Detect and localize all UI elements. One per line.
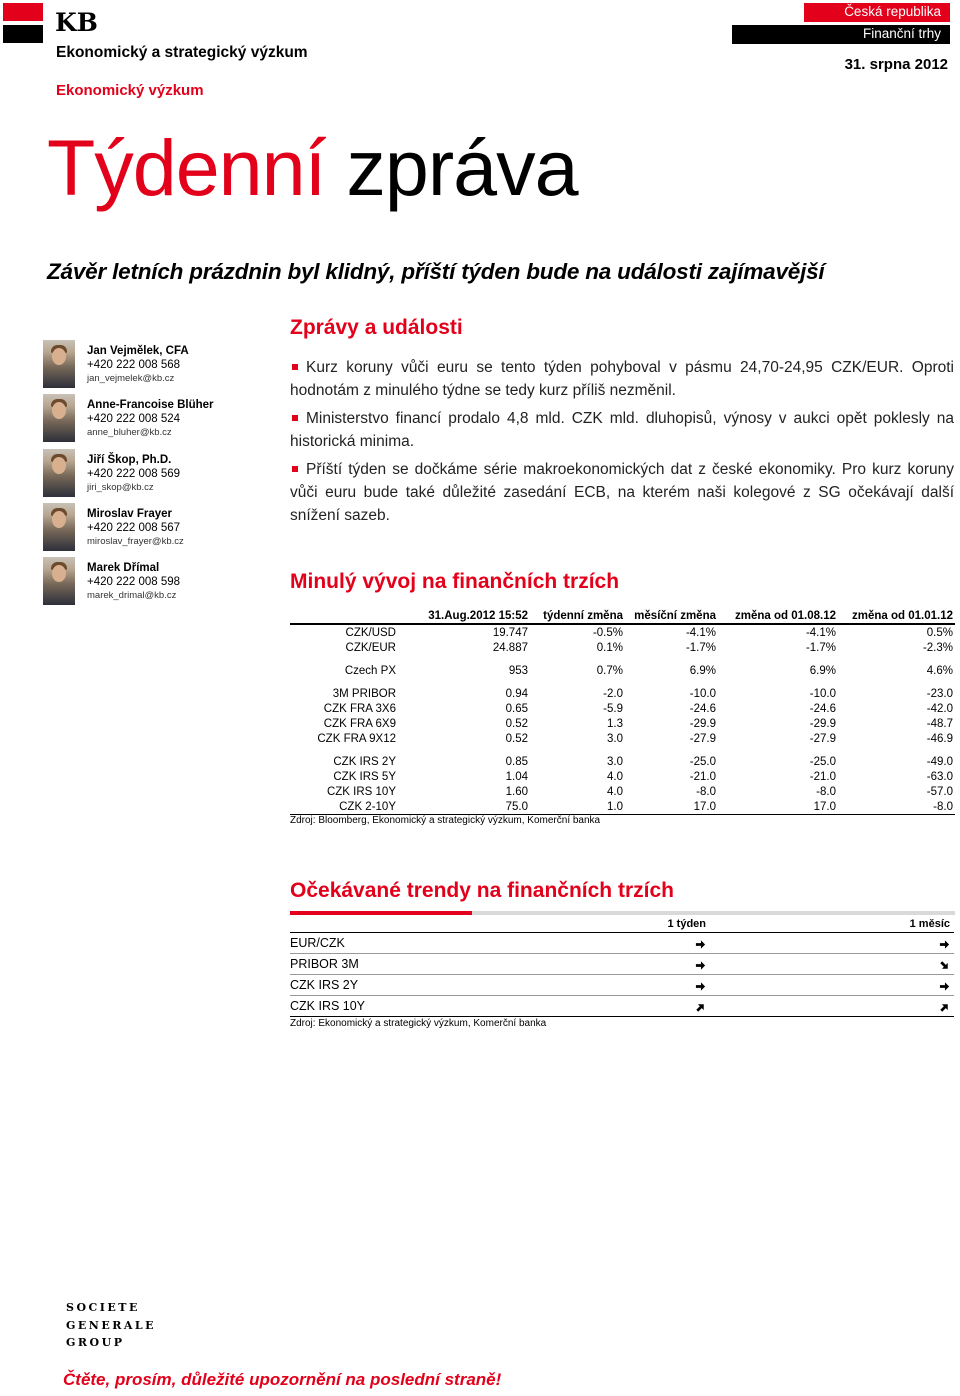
table-row — [290, 678, 955, 701]
table-row — [290, 624, 955, 640]
trends-section-title: Očekávané trendy na finančních trzích — [290, 879, 674, 902]
table-row — [290, 655, 955, 678]
sg-logo-line: GENERALE — [66, 1318, 157, 1332]
document-title — [47, 123, 578, 212]
author-photo — [43, 503, 75, 551]
market-column-header: změna od 01.01.12 — [838, 609, 955, 624]
trends-column-header: 1 měsíc — [710, 916, 954, 933]
trend-month-cell — [710, 954, 954, 975]
table-row — [290, 769, 955, 784]
author-email[interactable]: miroslav_frayer@kb.cz — [87, 536, 184, 547]
right-arrow-icon — [695, 981, 706, 992]
author-card — [43, 503, 258, 553]
table-cell: 1.3 — [607, 717, 623, 730]
author-card — [43, 394, 258, 444]
table-row — [290, 954, 954, 975]
row-label: PRIBOR 3M — [290, 954, 510, 975]
table-row — [290, 731, 955, 746]
trends-source: Zdroj: Ekonomický a strategický výzkum, Komerční banka — [290, 1018, 547, 1029]
table-cell: -48.7 — [926, 717, 953, 730]
table-row — [290, 746, 955, 769]
news-item-text: Ministerstvo financí prodalo 4,8 mld. CZK mld. dluhopisů, výnosy v aukci opět poklesly na historická minima. — [290, 410, 954, 450]
market-header-label — [290, 609, 398, 624]
right-arrow-icon — [939, 981, 950, 992]
right-arrow-icon — [695, 960, 706, 971]
table-cell: 4.6% — [926, 664, 953, 677]
row-label: CZK 2-10Y — [290, 799, 398, 815]
table-cell: -24.6 — [809, 702, 836, 715]
table-cell: -10.0 — [809, 687, 836, 700]
title-part-2: zpráva — [346, 123, 578, 212]
right-arrow-icon — [695, 939, 706, 950]
table-row — [290, 933, 954, 954]
row-label: EUR/CZK — [290, 933, 510, 954]
author-name: Jan Vejmělek, CFA — [87, 345, 189, 357]
author-phone: +420 222 008 598 — [87, 576, 181, 588]
table-cell: -21.0 — [689, 770, 716, 783]
news-section-title: Zprávy a události — [290, 316, 463, 339]
sg-logo-line: SOCIETE — [66, 1301, 140, 1314]
section-name: Ekonomický výzkum — [56, 82, 204, 99]
trend-week-cell — [510, 975, 710, 996]
table-cell: -8.0 — [696, 785, 716, 798]
table-row — [290, 716, 955, 731]
row-label: CZK IRS 10Y — [326, 785, 396, 798]
disclaimer-link[interactable]: Čtěte, prosím, důležité upozornění na poslední straně! — [63, 1370, 502, 1389]
table-cell: 1.60 — [505, 785, 528, 798]
table-cell: -8.0 — [838, 799, 955, 815]
table-cell: 953 — [508, 664, 528, 677]
row-label: CZK/USD — [345, 626, 396, 639]
market-column-header: 31.Aug.2012 15:52 — [398, 609, 530, 624]
market-table — [290, 609, 955, 815]
table-cell: 17.0 — [718, 799, 838, 815]
row-label: Czech PX — [344, 664, 396, 677]
author-email[interactable]: marek_drimal@kb.cz — [87, 590, 177, 601]
row-label: CZK FRA 3X6 — [323, 702, 396, 715]
market-table-body — [290, 624, 955, 815]
trends-title-underline — [290, 911, 955, 915]
table-cell: 6.9% — [689, 664, 716, 677]
table-cell: -1.7% — [805, 641, 836, 654]
author-name: Marek Dřímal — [87, 562, 160, 574]
table-cell: 0.7% — [596, 664, 623, 677]
author-photo — [43, 340, 75, 388]
table-cell: 1.04 — [505, 770, 528, 783]
table-cell: -8.0 — [816, 785, 836, 798]
market-source: Zdroj: Bloomberg, Ekonomický a strategický výzkum, Komerční banka — [290, 815, 601, 826]
table-cell: 24.887 — [492, 641, 528, 654]
trend-month-cell — [710, 996, 954, 1017]
author-photo — [43, 449, 75, 497]
up-right-arrow-icon — [695, 1002, 706, 1013]
author-phone: +420 222 008 524 — [87, 413, 181, 425]
table-cell: -57.0 — [926, 785, 953, 798]
table-cell: -1.7% — [685, 641, 716, 654]
row-label: CZK IRS 2Y — [333, 755, 396, 768]
author-name: Jiří Škop, Ph.D. — [87, 454, 172, 466]
table-cell: 6.9% — [809, 664, 836, 677]
table-cell: -63.0 — [926, 770, 953, 783]
table-cell: -42.0 — [926, 702, 953, 715]
author-name: Miroslav Frayer — [87, 508, 173, 520]
market-column-header: týdenní změna — [530, 609, 625, 624]
table-cell: -0.5% — [592, 626, 623, 639]
news-item — [290, 458, 954, 527]
table-cell: 0.5% — [926, 626, 953, 639]
bullet-icon — [292, 415, 298, 421]
trends-header-label — [290, 916, 510, 933]
table-cell: 0.65 — [505, 702, 528, 715]
news-item-text: Kurz koruny vůči euru se tento týden pohyboval v pásmu 24,70-24,95 CZK/EUR. Oproti hodnotám z minulého týdne se tedy kurz příliš nezměnil. — [290, 359, 954, 399]
up-right-arrow-icon — [939, 1002, 950, 1013]
row-label: 3M PRIBOR — [332, 687, 396, 700]
table-cell: -2.0 — [603, 687, 623, 700]
author-email[interactable]: jiri_skop@kb.cz — [87, 482, 154, 493]
author-phone: +420 222 008 568 — [87, 359, 181, 371]
market-column-header: měsíční změna — [625, 609, 718, 624]
table-cell: -2.3% — [922, 641, 953, 654]
table-cell: -49.0 — [926, 755, 953, 768]
trends-table — [290, 916, 954, 1017]
table-cell: 19.747 — [492, 626, 528, 639]
table-row — [290, 799, 955, 815]
trend-week-cell — [510, 996, 710, 1017]
table-cell: -4.1% — [685, 626, 716, 639]
department-name: Ekonomický a strategický výzkum — [56, 44, 308, 61]
table-cell: 0.52 — [505, 717, 528, 730]
kb-logo-text: KB — [55, 8, 98, 37]
author-photo — [43, 394, 75, 442]
trend-week-cell — [510, 954, 710, 975]
market-header-row — [290, 609, 955, 624]
row-label: CZK FRA 9X12 — [317, 732, 396, 745]
table-cell: 0.85 — [505, 755, 528, 768]
country-badge: Česká republika — [804, 3, 950, 22]
societe-generale-logo — [66, 1299, 157, 1352]
down-right-arrow-icon — [939, 960, 950, 971]
news-list — [290, 356, 954, 532]
table-cell: -5.9 — [603, 702, 623, 715]
trends-column-header: 1 týden — [510, 916, 710, 933]
author-phone: +420 222 008 569 — [87, 468, 181, 480]
table-cell: -29.9 — [689, 717, 716, 730]
trend-month-cell — [710, 933, 954, 954]
table-cell: -4.1% — [805, 626, 836, 639]
author-photo — [43, 557, 75, 605]
row-label: CZK/EUR — [345, 641, 396, 654]
trend-week-cell — [510, 933, 710, 954]
author-email[interactable]: jan_vejmelek@kb.cz — [87, 373, 175, 384]
table-cell: 4.0 — [607, 770, 623, 783]
news-item-text: Příští týden se dočkáme série makroekonomických dat z české ekonomiky. Pro kurz koruny vůči euru bude také důležité zasedání ECB, na kterém naši kolegové z SG očekávají další snížení sazeb. — [290, 461, 954, 524]
table-cell: 75.0 — [398, 799, 530, 815]
table-cell: 3.0 — [607, 732, 623, 745]
bullet-icon — [292, 364, 298, 370]
row-label: CZK IRS 2Y — [290, 975, 510, 996]
table-cell: -46.9 — [926, 732, 953, 745]
author-email[interactable]: anne_bluher@kb.cz — [87, 427, 172, 438]
news-item — [290, 407, 954, 453]
table-row — [290, 784, 955, 799]
table-cell: -10.0 — [689, 687, 716, 700]
table-cell: -24.6 — [689, 702, 716, 715]
table-cell: 1.0 — [530, 799, 625, 815]
sg-logo-line: GROUP — [66, 1336, 125, 1349]
right-arrow-icon — [939, 939, 950, 950]
title-part-1: Týdenní — [47, 123, 326, 212]
kb-logo — [0, 0, 120, 45]
table-cell: 3.0 — [607, 755, 623, 768]
row-label: CZK FRA 6X9 — [323, 717, 396, 730]
trends-header-row — [290, 916, 954, 933]
author-card — [43, 340, 258, 390]
table-cell: -29.9 — [809, 717, 836, 730]
table-cell: -27.9 — [809, 732, 836, 745]
table-cell: -21.0 — [809, 770, 836, 783]
table-row — [290, 996, 954, 1017]
row-label: CZK IRS 10Y — [290, 996, 510, 1017]
report-date: 31. srpna 2012 — [844, 56, 948, 73]
table-row — [290, 640, 955, 655]
table-cell: -25.0 — [689, 755, 716, 768]
table-row — [290, 975, 954, 996]
author-card — [43, 557, 258, 607]
author-name: Anne-Francoise Blüher — [87, 399, 214, 411]
author-phone: +420 222 008 567 — [87, 522, 181, 534]
document-subtitle: Závěr letních prázdnin byl klidný, příští týden bude na události zajímavější — [47, 259, 825, 284]
market-section-title: Minulý vývoj na finančních trzích — [290, 570, 620, 593]
market-column-header: změna od 01.08.12 — [718, 609, 838, 624]
table-cell: 0.94 — [505, 687, 528, 700]
table-cell: 0.52 — [505, 732, 528, 745]
trends-table-body — [290, 933, 954, 1017]
table-cell: -23.0 — [926, 687, 953, 700]
trend-month-cell — [710, 975, 954, 996]
table-cell: 0.1% — [596, 641, 623, 654]
author-card — [43, 449, 258, 499]
table-cell: -27.9 — [689, 732, 716, 745]
bullet-icon — [292, 466, 298, 472]
table-row — [290, 701, 955, 716]
table-cell: 17.0 — [625, 799, 718, 815]
table-cell: -25.0 — [809, 755, 836, 768]
news-item — [290, 356, 954, 402]
market-badge: Finanční trhy — [732, 25, 950, 44]
row-label: CZK IRS 5Y — [333, 770, 396, 783]
table-cell: 4.0 — [607, 785, 623, 798]
